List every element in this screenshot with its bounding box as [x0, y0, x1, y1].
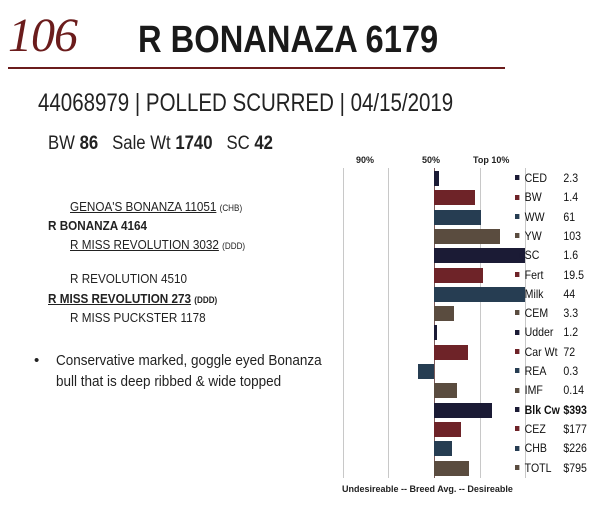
pedigree-reg: (DDD): [222, 241, 246, 251]
trait-value: 0.3: [563, 364, 579, 378]
trait-row: [515, 461, 587, 475]
trait-row: [515, 364, 578, 378]
trait-name: Car Wt: [524, 344, 558, 359]
trait-name: Milk: [524, 286, 544, 301]
trait-name: IMF: [524, 383, 543, 398]
stat-label: Sale Wt: [112, 133, 171, 154]
trait-name: Blk Cw: [524, 402, 560, 417]
pedigree-name: R REVOLUTION 4510: [70, 271, 188, 286]
stat-label: SC: [226, 133, 250, 154]
epd-bar: [434, 248, 525, 263]
trait-row: [515, 383, 584, 397]
epd-bar: [434, 287, 525, 302]
stat-value: 86: [79, 133, 99, 154]
grid-line: [343, 168, 344, 478]
epd-bar: [434, 210, 481, 225]
registration-line: 44068979 | POLLED SCURRED | 04/15/2019: [38, 89, 454, 117]
pedigree-name: R MISS PUCKSTER 1178: [70, 310, 206, 325]
epd-bar: [434, 383, 457, 398]
bullet-dot-icon: •: [34, 352, 40, 369]
legend-square-icon: [515, 388, 519, 393]
trait-row: [515, 422, 587, 436]
pedigree-name: R MISS REVOLUTION 273: [48, 291, 192, 306]
pedigree-name: R MISS REVOLUTION 3032: [70, 237, 219, 252]
trait-value: $393: [563, 402, 587, 417]
epd-bar: [434, 422, 461, 437]
legend-square-icon: [515, 195, 519, 200]
scale-label-top10: Top 10%: [473, 155, 510, 165]
trait-row: [515, 229, 581, 243]
chart-footer: Undesireable -- Breed Avg. -- Desireable: [342, 484, 513, 494]
pedigree-name: R BONANZA 4164: [48, 218, 148, 233]
trait-row: [515, 268, 584, 282]
trait-value: 72: [563, 344, 576, 359]
trait-row: [515, 210, 575, 224]
trait-name: CED: [524, 171, 547, 185]
trait-row: [515, 287, 575, 301]
trait-name: CEM: [524, 306, 549, 321]
bull-name: R BONANAZA 6179: [138, 19, 439, 61]
trait-value: 0.14: [563, 383, 584, 398]
trait-row: [515, 345, 575, 359]
epd-bar: [434, 306, 454, 321]
trait-row: [515, 190, 578, 204]
trait-value: $226: [563, 441, 587, 456]
trait-row: [515, 171, 578, 185]
trait-value: $177: [563, 421, 587, 436]
epd-bar: [434, 403, 492, 418]
scale-label-50: 50%: [422, 155, 441, 165]
trait-name: Udder: [524, 325, 554, 340]
epd-bar: [434, 171, 439, 186]
trait-value: $795: [563, 460, 587, 475]
scale-label-90: 90%: [356, 155, 375, 165]
trait-value: 61: [563, 209, 576, 224]
trait-name: YW: [524, 228, 542, 243]
stat-value: 1740: [175, 133, 213, 154]
stat-label: BW: [48, 133, 75, 154]
epd-bar: [434, 461, 469, 476]
trait-name: TOTL: [524, 460, 552, 475]
lot-number: 106: [8, 9, 77, 62]
epd-bar: [434, 345, 468, 360]
trait-name: BW: [524, 190, 542, 205]
legend-square-icon: [515, 214, 519, 219]
trait-row: [515, 306, 578, 320]
legend-square-icon: [515, 330, 519, 335]
trait-name: Fert: [524, 267, 544, 282]
trait-value: 1.6: [563, 248, 579, 263]
trait-value: 103: [563, 228, 582, 243]
trait-row: [515, 325, 578, 339]
trait-name: REA: [524, 364, 547, 378]
trait-name: SC: [524, 248, 540, 263]
epd-bar: [418, 364, 434, 379]
trait-row: [515, 248, 578, 262]
legend-square-icon: [515, 253, 519, 258]
trait-value: 1.4: [563, 190, 579, 205]
epd-bar: [434, 268, 483, 283]
epd-bar: [434, 441, 452, 456]
legend-square-icon: [515, 175, 519, 180]
epd-bar: [434, 325, 437, 340]
trait-value: 3.3: [563, 306, 579, 321]
trait-name: CHB: [524, 441, 547, 456]
epd-bar: [434, 229, 500, 244]
grid-line: [388, 168, 389, 478]
legend-square-icon: [515, 291, 519, 296]
comment-text: Conservative marked, goggle eyed Bonanza bull that is deep ribbed & wide topped: [56, 352, 322, 390]
legend-square-icon: [515, 310, 519, 315]
epd-bar: [434, 190, 475, 205]
trait-value: 2.3: [563, 171, 579, 185]
legend-square-icon: [515, 426, 519, 431]
pedigree-reg: (DDD): [194, 295, 218, 305]
stat-value: 42: [254, 133, 273, 154]
trait-value: 19.5: [563, 267, 584, 282]
pedigree-reg: (CHB): [219, 203, 243, 213]
trait-value: 44: [563, 286, 576, 301]
pedigree-name: GENOA'S BONANZA 11051: [70, 199, 217, 214]
legend-square-icon: [515, 233, 519, 238]
legend-square-icon: [515, 272, 519, 277]
trait-name: CEZ: [524, 421, 546, 436]
trait-value: 1.2: [563, 325, 579, 340]
legend-square-icon: [515, 368, 519, 373]
legend-square-icon: [515, 349, 519, 354]
trait-row: [515, 441, 587, 455]
legend-square-icon: [515, 446, 519, 451]
legend-square-icon: [515, 465, 519, 470]
trait-name: WW: [524, 209, 545, 224]
legend-square-icon: [515, 407, 519, 412]
trait-row: [515, 403, 587, 417]
